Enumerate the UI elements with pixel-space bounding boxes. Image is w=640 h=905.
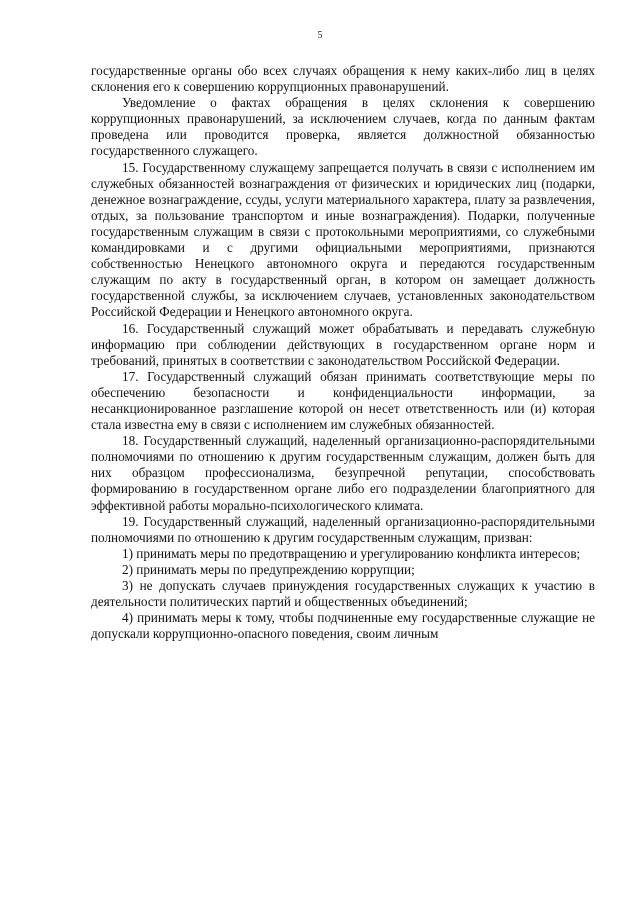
list-item-3: 3) не допускать случаев принуждения государственных служащих к участию в деятельности политических партий и общественных объединений; — [91, 578, 595, 610]
paragraph-15-gifts: 15. Государственному служащему запрещается получать в связи с исполнением им служебных обязанностей вознаграждения от физических и юридических лиц (подарки, денежное вознаграждение, ссуды, услуги материального характера, плату за развлечения, отдых, за пользование транспортом и иные вознаграждения). Подарки, полученные государственным служащим в связи с протокольными мероприятиями, со служебными командировками и с другими официальными мероприятиями, признаются собственностью Ненецкого автономного округа и передаются государственным служащим по акту в государственный орган, в котором он замещает должность государственной службы, за исключением случаев, установленных законодательством Российской Федерации и Ненецкого автономного округа. — [91, 159, 595, 320]
page-number: 5 — [317, 30, 323, 41]
list-item-1: 1) принимать меры по предотвращению и урегулированию конфликта интересов; — [122, 545, 581, 561]
paragraph-continuation: государственные органы обо всех случаях обращения к нему каких-либо лиц в целях склонения его к совершению коррупционных правонарушений. — [91, 63, 595, 95]
paragraph-18-manager-example: 18. Государственный служащий, наделенный организационно-распорядительными полномочиями по отношению к другим государственным служащим, должен быть для них образцом профессионализма, безупречной репутации, способствовать формированию в государственном органе либо его подразделении благоприятного для эффективной работы морально-психологического климата. — [91, 433, 595, 513]
paragraph-notification-duty: Уведомление о фактах обращения в целях склонения к совершению коррупционных правонарушений, за исключением случаев, когда по данным фактам проведена или проводится проверка, является должностной обязанностью государственного служащего. — [91, 95, 595, 159]
list-item-4: 4) принимать меры к тому, чтобы подчиненные ему государственные служащие не допускали коррупционно-опасного поведения, своим личным — [91, 610, 595, 642]
list-item-2: 2) принимать меры по предупреждению коррупции; — [122, 561, 415, 577]
paragraph-16-information: 16. Государственный служащий может обрабатывать и передавать служебную информацию при соблюдении действующих в государственном органе норм и требований, принятых в соответствии с законодательством Российской Федерации. — [91, 320, 595, 368]
document-body — [91, 63, 595, 642]
paragraph-19-manager-duties: 19. Государственный служащий, наделенный организационно-распорядительными полномочиями по отношению к другим государственным служащим, призван: — [91, 513, 595, 545]
paragraph-17-confidentiality: 17. Государственный служащий обязан принимать соответствующие меры по обеспечению безопасности и конфиденциальности информации, за несанкционированное разглашение которой он несет ответственность или (и) которая стала известна ему в связи с исполнением им служебных обязанностей. — [91, 368, 595, 433]
